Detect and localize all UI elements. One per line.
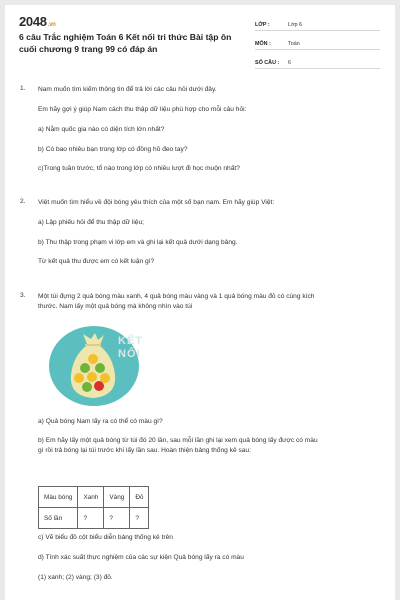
question-text: Một túi đựng 2 quả bóng màu xanh, 4 quả bóng màu vàng và 1 quả bóng màu đỏ có cùng kích (38, 293, 315, 300)
table-row (39, 487, 149, 508)
question-option: c) Vẽ biểu đồ cột biểu diễn bảng thống kê trên (38, 534, 173, 541)
question-option: a) Nằm quốc gia nào có diện tích lớn nhất? (38, 126, 165, 133)
sack-image (65, 330, 121, 402)
watermark-line: NỐI (118, 348, 141, 360)
meta-info (255, 17, 380, 74)
site-logo[interactable] (19, 14, 56, 29)
question-option: gì rồi trả bóng lại túi trước khi lấy lần sau. Hoàn thiện bảng thống kê sau: (38, 447, 251, 454)
watermark (118, 335, 143, 361)
question-number: 2. (20, 198, 26, 205)
table-cell: Màu bóng (39, 487, 78, 508)
meta-value: Toán (288, 41, 300, 47)
question-option: a) Lập phiếu hỏi để thu thập dữ liệu; (38, 219, 144, 226)
stats-table (38, 486, 149, 529)
meta-value: Lớp 6 (288, 22, 303, 28)
table-cell: Xanh (78, 487, 104, 508)
document-page (5, 5, 395, 600)
table-cell: Số lần (39, 508, 78, 529)
question-text: Từ kết quả thu được em có kết luận gì? (38, 258, 155, 265)
question-option: b) Có bao nhiêu bạn trong lớp có đồng hồ đeo tay? (38, 146, 188, 153)
question-text: Việt muốn tìm hiểu về đội bóng yêu thích của một số bạn nam. Em hãy giúp Việt: (38, 199, 275, 206)
table-row (39, 508, 149, 529)
logo-sub: .vn (47, 22, 56, 28)
question-option: b) Em hãy lấy một quả bóng từ túi đó 20 lần, sau mỗi lần ghi lại xem quả bóng lấy được có màu (38, 437, 318, 444)
table-cell: Đỏ (130, 487, 149, 508)
meta-label: LỚP : (255, 22, 270, 28)
table-cell: ? (104, 508, 130, 529)
document-header (5, 5, 395, 71)
table-cell: ? (78, 508, 104, 529)
meta-label: MÔN : (255, 41, 271, 47)
table-cell: ? (130, 508, 149, 529)
page-title: 6 câu Trắc nghiệm Toán 6 Kết nối tri thức Bài tập ôn cuối chương 9 trang 99 có đáp án (19, 32, 232, 54)
meta-value: 6 (288, 60, 291, 66)
meta-label: SỐ CÂU : (255, 60, 280, 66)
table-cell: Vàng (104, 487, 130, 508)
question-option: (1) xanh; (2) vàng; (3) đỏ. (38, 574, 113, 581)
question-number: 3. (20, 292, 26, 299)
question-text: thước. Nam lấy một quả bóng mà không nhìn vào túi (38, 303, 193, 310)
question-text: Nam muốn tìm kiếm thông tin để trả lời các câu hỏi dưới đây. (38, 86, 217, 93)
meta-row-count (255, 55, 380, 69)
question-number: 1. (20, 85, 26, 92)
meta-row-subject (255, 36, 380, 50)
meta-row-class (255, 17, 380, 31)
question-text: Em hãy gợi ý giúp Nam cách thu thập dữ liệu phù hợp cho mỗi câu hỏi: (38, 106, 247, 113)
question-option: a) Quả bóng Nam lấy ra có thể có màu gì? (38, 418, 163, 425)
question-option: c)Trong tuần trước, tổ nào trong lớp có nhiều lượt đi học muộn nhất? (38, 165, 240, 172)
question-option: b) Thu thập trong phạm vi lớp em và ghi lại kết quả dưới dạng bảng. (38, 239, 238, 246)
watermark-line: KẾT (118, 335, 143, 347)
logo-main: 2048 (19, 14, 47, 29)
question-option: d) Tính xác suất thực nghiệm của các sự kiện Quả bóng lấy ra có màu (38, 554, 244, 561)
